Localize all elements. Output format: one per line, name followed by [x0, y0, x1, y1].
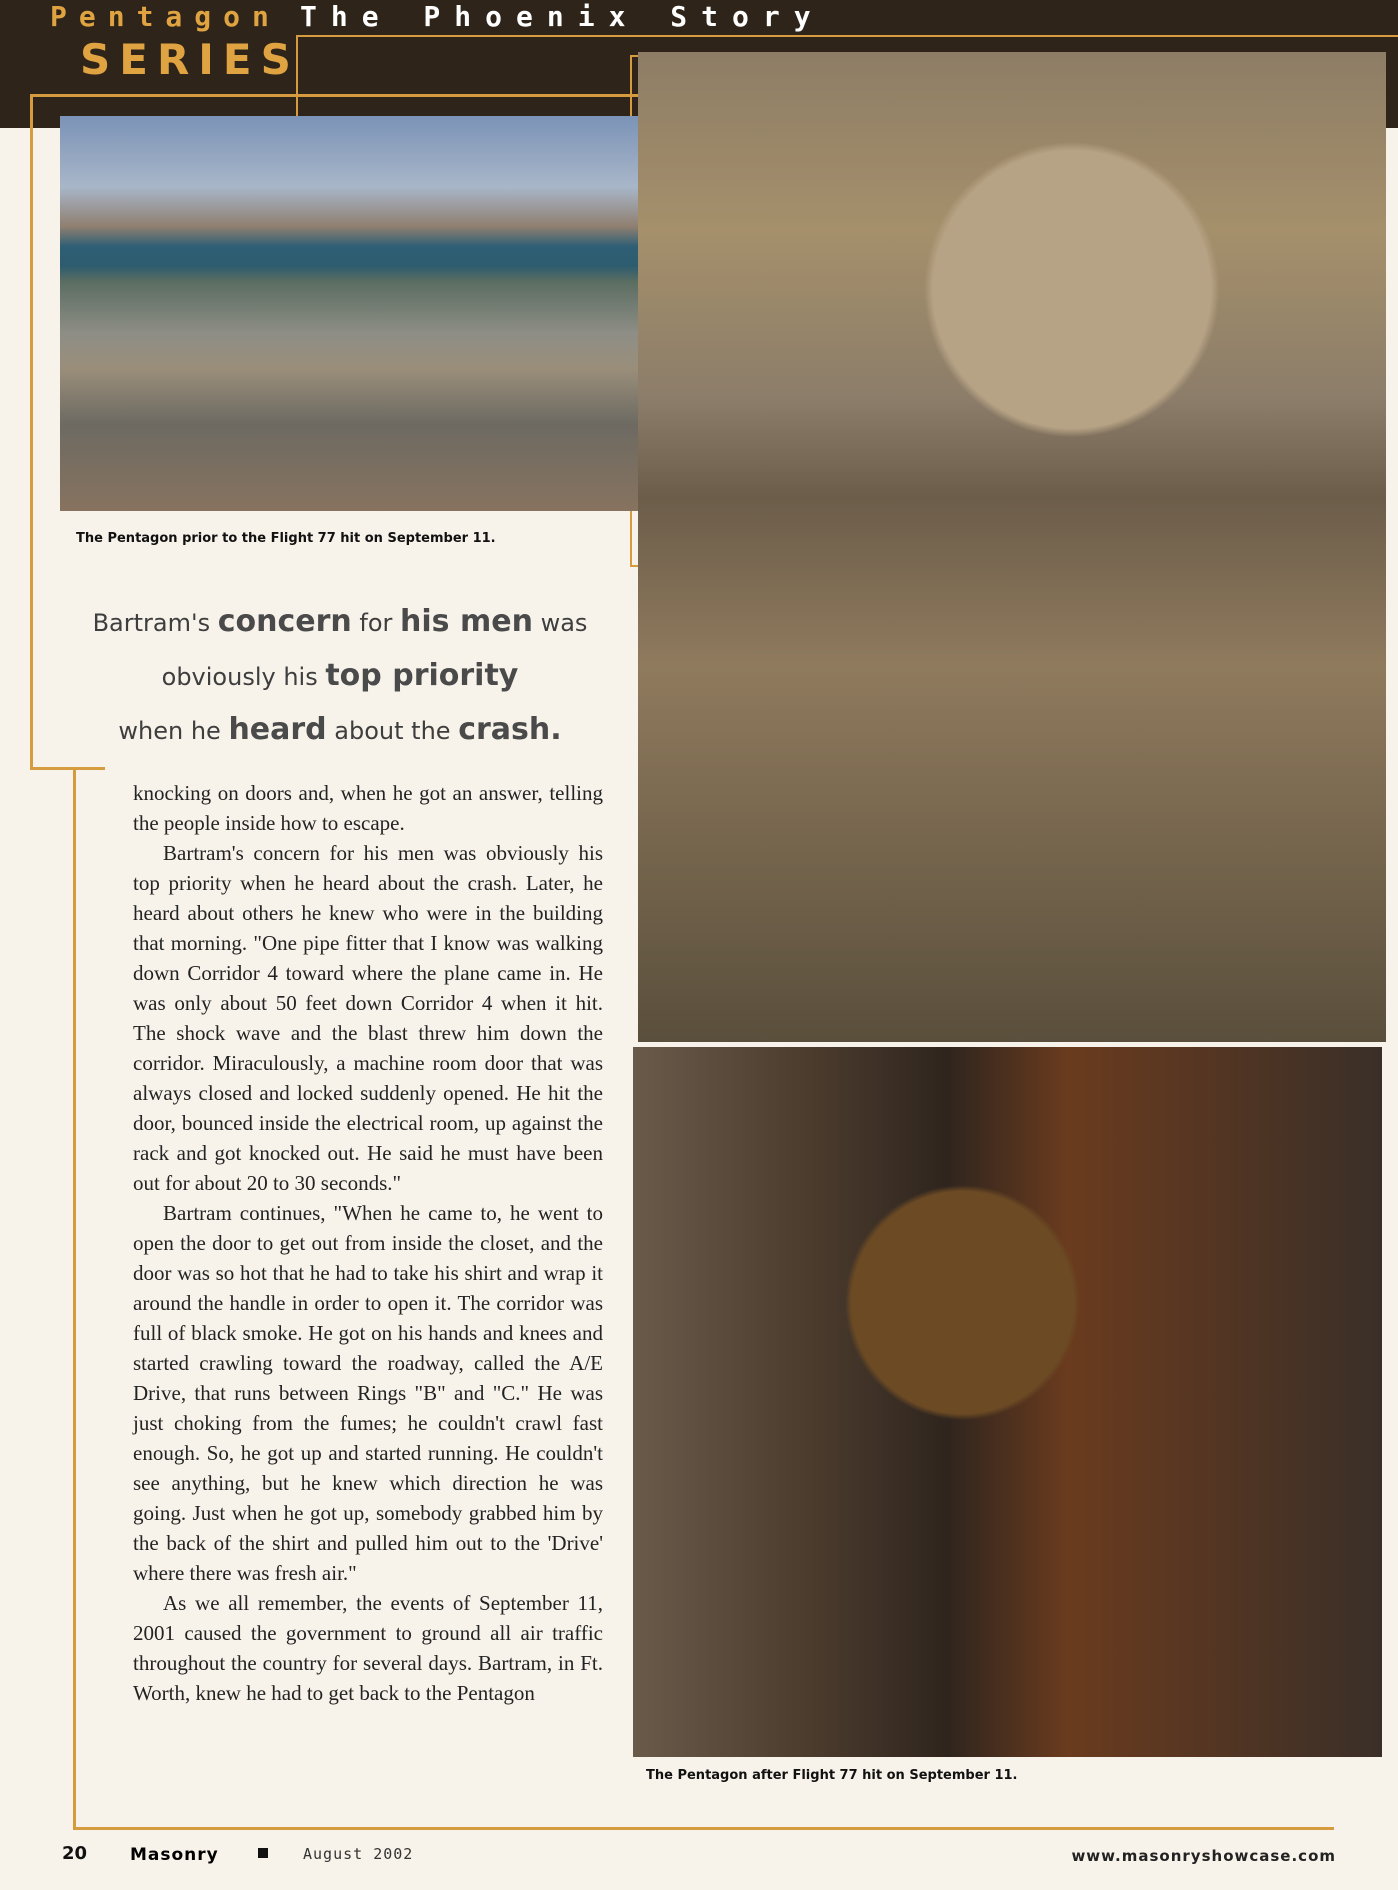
footer-issue-date: August 2002: [303, 1845, 414, 1863]
gold-rule-lower-left: [73, 767, 76, 1827]
article-paragraph: As we all remember, the events of September 11, 2001 caused the government to ground all air traffic throughout the country for several days. Bartram, in Ft. Worth, knew he had to get back to the Pentagon: [133, 1591, 603, 1705]
pentagon-damage-photo: [633, 1047, 1382, 1757]
article-body: [133, 778, 603, 1708]
bottom-photo-caption: The Pentagon after Flight 77 hit on September 11.: [646, 1768, 1018, 1783]
pentagon-aerial-photo: [638, 52, 1386, 1042]
gold-rule-mid: [30, 767, 105, 770]
gold-rule-header-divider: [296, 35, 298, 125]
footer-magazine-title: Masonry: [130, 1845, 219, 1865]
top-photo-caption: The Pentagon prior to the Flight 77 hit on September 11.: [76, 531, 496, 546]
gold-rule-left: [30, 94, 33, 767]
pull-quote-line-1: Bartram's concern for his men was: [92, 604, 588, 639]
gold-rule-top: [30, 94, 640, 97]
footer-page-number: 20: [62, 1843, 88, 1864]
article-paragraph: Bartram continues, "When he came to, he went to open the door to get out from inside the closet, and the door was so hot that he had to take his shirt and wrap it around the handle in order to open it. The corridor was full of black smoke. He got on his hands and knees and started crawling toward the roadway, called the A/E Drive, that runs between Rings "B" and "C." He was just choking from the fumes; he couldn't crawl fast enough. So, he got up and started running. He couldn't see anything, but he knew which direction he was going. Just when he got up, somebody grabbed him by the back of the shirt and pulled him out to the 'Drive' where there was fresh air.": [133, 1201, 603, 1585]
pull-quote-line-2: obviously his top priority: [161, 658, 519, 693]
footer-square-icon: [258, 1848, 268, 1858]
header-series-label: SERIES: [80, 35, 300, 84]
footer-website-link[interactable]: www.masonryshowcase.com: [1071, 1847, 1336, 1865]
header-kicker-left: Pentagon: [50, 0, 281, 33]
gold-rule-bottom: [73, 1827, 1334, 1830]
header-kicker-right: The Phoenix Story: [300, 0, 825, 33]
pull-quote-line-3: when he heard about the crash.: [118, 712, 562, 747]
gold-rule-header-top: [296, 35, 1398, 37]
article-paragraph: Bartram's concern for his men was obviously his top priority when he heard about the crash. Later, he heard about others he knew who were in the building that morning. "One pipe fitter that I know was walking down Corridor 4 toward where the plane came in. He was only about 50 feet down Corridor 4 when it hit. The shock wave and the blast threw him down the corridor. Miraculously, a machine room door that was always closed and locked suddenly opened. He hit the door, bounced inside the electrical room, up against the rack and got knocked out. He said he must have been out for about 20 to 30 seconds.": [133, 841, 603, 1195]
pull-quote: [80, 595, 600, 757]
article-paragraph: knocking on doors and, when he got an answer, telling the people inside how to escape.: [133, 781, 603, 835]
